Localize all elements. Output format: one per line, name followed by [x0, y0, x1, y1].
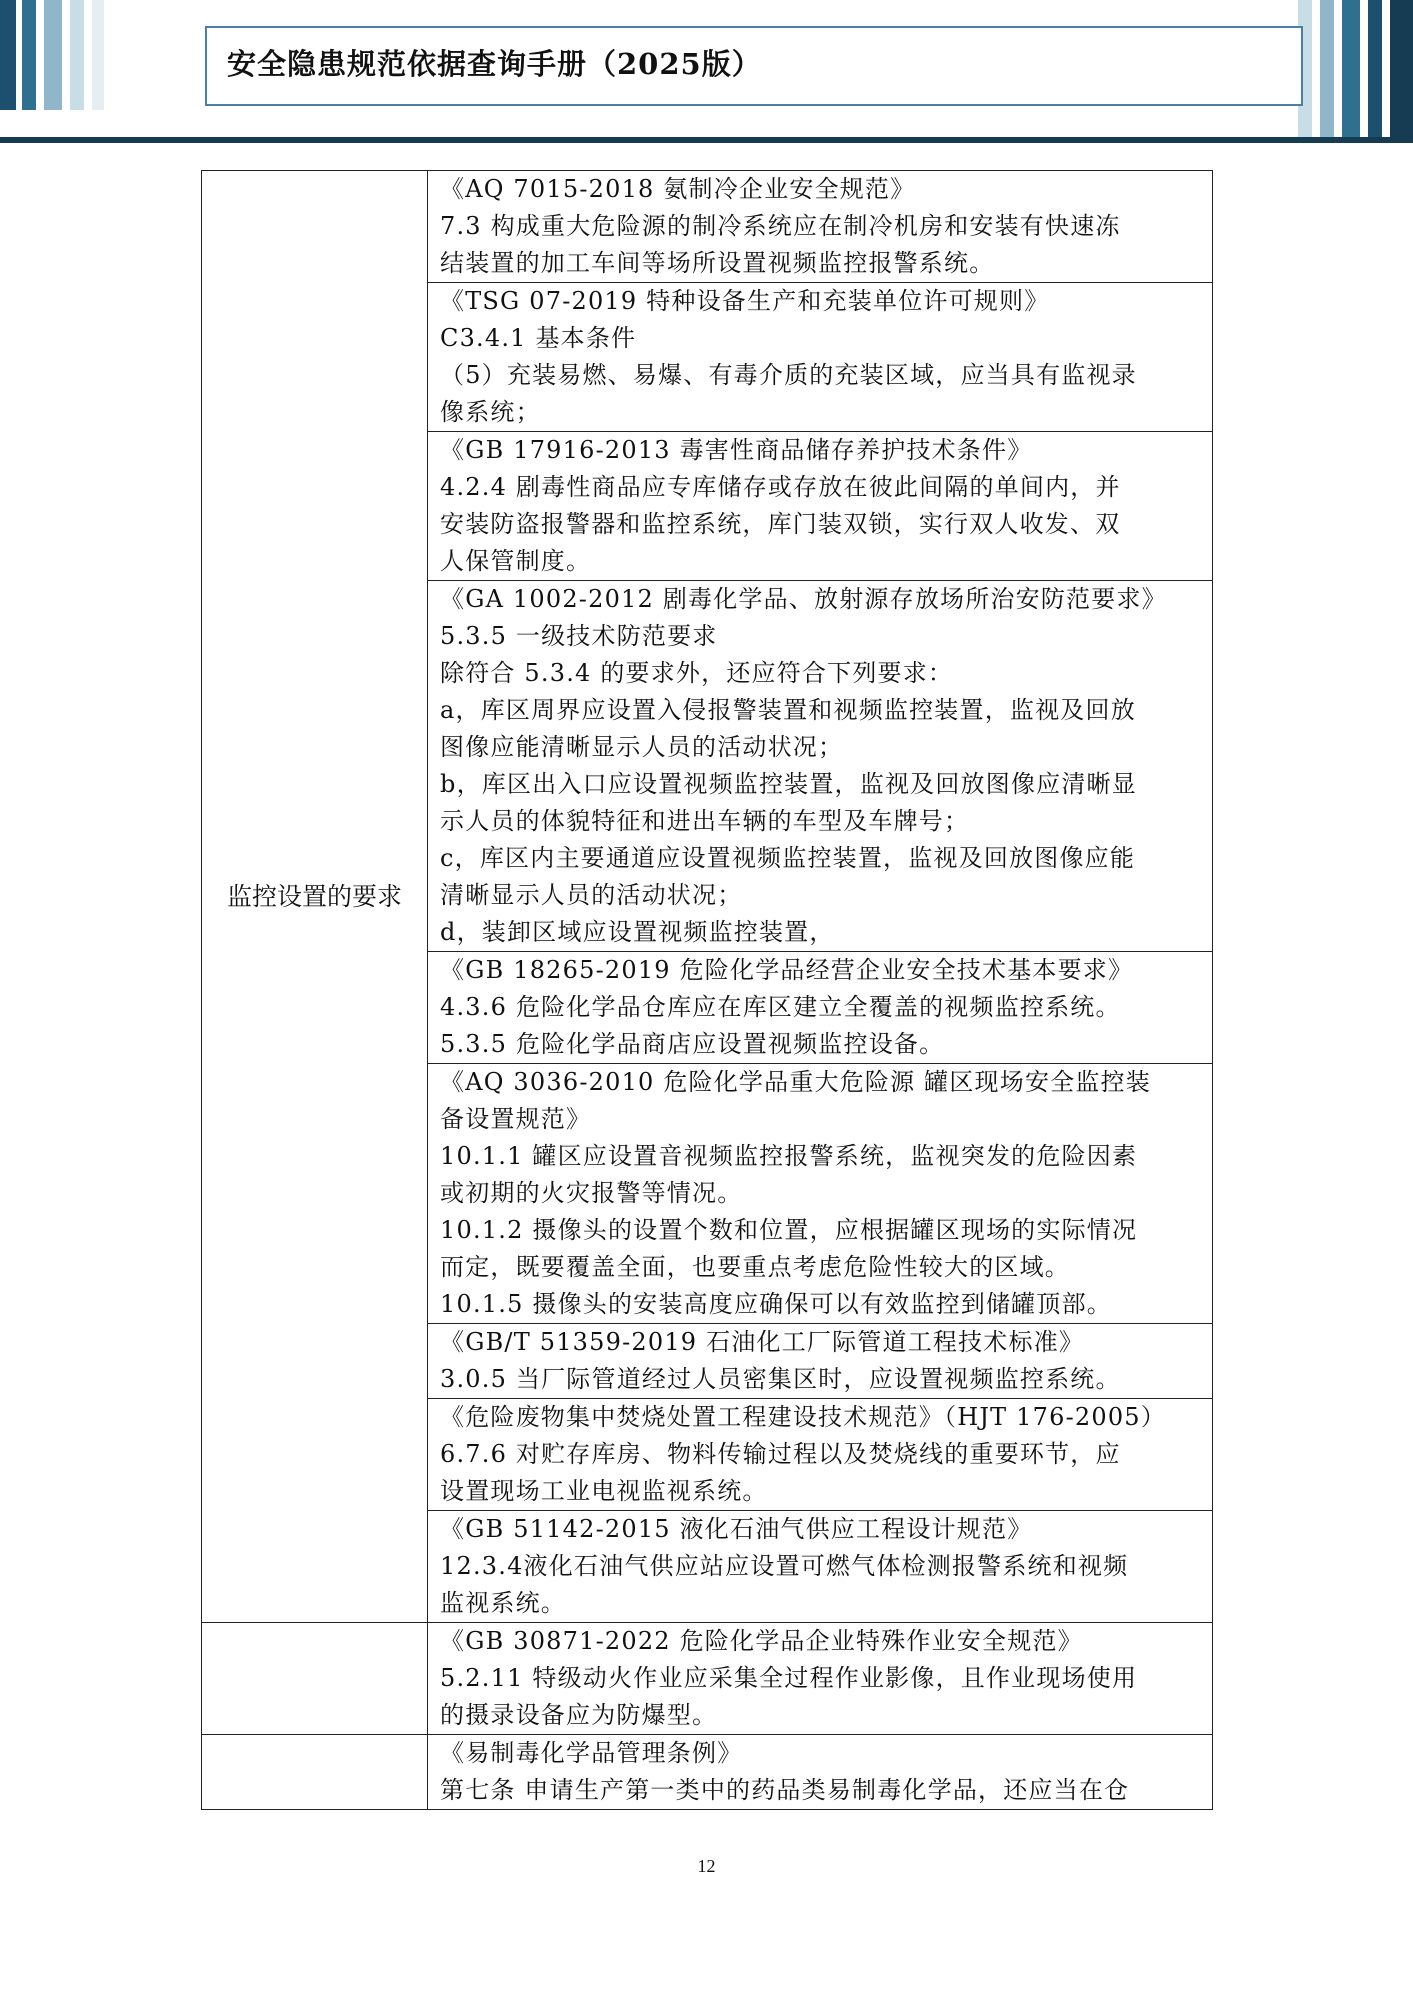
- regulation-text-line: 设置现场工业电视监视系统。: [440, 1477, 768, 1505]
- regulation-text-line: （5）充装易燃、易爆、有毒介质的充装区域，应当具有监视录: [440, 361, 1137, 389]
- header-decoration-right: [1298, 0, 1413, 140]
- regulation-text-line: 示人员的体貌特征和进出车辆的车型及车牌号；: [440, 807, 970, 835]
- regulation-text-line: a，库区周界应设置入侵报警装置和视频监控装置，监视及回放: [440, 696, 1136, 724]
- regulation-text-line: 5.2.11 特级动火作业应采集全过程作业影像，且作业现场使用: [440, 1664, 1138, 1692]
- regulation-text-line: 3.0.5 当厂际管道经过人员密集区时，应设置视频监控系统。: [440, 1365, 1121, 1393]
- regulation-text-line: 10.1.5 摄像头的安装高度应确保可以有效监控到储罐顶部。: [440, 1290, 1112, 1318]
- regulation-text-line: 图像应能清晰显示人员的活动状况；: [440, 733, 844, 761]
- regulation-text-line: 6.7.6 对贮存库房、物料传输过程以及焚烧线的重要环节，应: [440, 1440, 1121, 1468]
- category-cell: 监控设置的要求: [202, 171, 428, 1623]
- regulation-text-line: 10.1.1 罐区应设置音视频监控报警系统，监视突发的危险因素: [440, 1142, 1138, 1170]
- regulation-text-line: 12.3.4液化石油气供应站应设置可燃气体检测报警系统和视频: [440, 1552, 1129, 1580]
- regulation-title: 《GB 18265-2019 危险化学品经营企业安全技术基本要求》: [440, 956, 1134, 984]
- regulation-text-line: c，库区内主要通道应设置视频监控装置，监视及回放图像应能: [440, 844, 1136, 872]
- regulation-title: 《GB 51142-2015 液化石油气供应工程设计规范》: [440, 1515, 1033, 1543]
- header-decoration-left: [0, 0, 110, 110]
- regulation-cell: [428, 432, 1213, 581]
- regulation-table: [201, 170, 1213, 1810]
- regulation-title: 《易制毒化学品管理条例》: [440, 1739, 743, 1767]
- header-title-box: [205, 26, 1303, 106]
- regulation-text-line: 安装防盗报警器和监控系统，库门装双锁，实行双人收发、双: [440, 510, 1121, 538]
- regulation-text-line: 像系统；: [440, 398, 541, 426]
- category-cell: [202, 1735, 428, 1810]
- regulation-cell: [428, 1511, 1213, 1623]
- regulation-cell: [428, 1064, 1213, 1324]
- regulation-text-line: d，装卸区域应设置视频监控装置，: [440, 918, 835, 946]
- regulation-title: 《GB/T 51359-2019 石油化工厂际管道工程技术标准》: [440, 1328, 1085, 1356]
- regulation-text-line: 5.3.5 危险化学品商店应设置视频监控设备。: [440, 1030, 945, 1058]
- regulation-text-line: b，库区出入口应设置视频监控装置，监视及回放图像应清晰显: [440, 770, 1137, 798]
- regulation-text-line: 的摄录设备应为防爆型。: [440, 1701, 718, 1729]
- regulation-title: 《危险废物集中焚烧处置工程建设技术规范》（HJT 176-2005）: [440, 1403, 1166, 1431]
- regulation-title: 《AQ 7015-2018 氨制冷企业安全规范》: [440, 175, 916, 203]
- document-title: 安全隐患规范依据查询手册（2025版）: [227, 47, 762, 81]
- header-rule: [0, 137, 1413, 143]
- regulation-text-line: 第七条 申请生产第一类中的药品类易制毒化学品，还应当在仓: [440, 1776, 1130, 1804]
- regulation-title: 《AQ 3036-2010 危险化学品重大危险源 罐区现场安全监控装: [440, 1068, 1151, 1096]
- page-number: 12: [697, 1856, 716, 1876]
- regulation-title: 《TSG 07-2019 特种设备生产和充装单位许可规则》: [440, 287, 1050, 315]
- regulation-text-line: 清晰显示人员的活动状况；: [440, 881, 743, 909]
- regulation-text-line: 4.3.6 危险化学品仓库应在库区建立全覆盖的视频监控系统。: [440, 993, 1121, 1021]
- regulation-text-line: 4.2.4 剧毒性商品应专库储存或存放在彼此间隔的单间内，并: [440, 473, 1121, 501]
- regulation-text-line: 5.3.5 一级技术防范要求: [440, 622, 718, 650]
- regulation-title: 《GB 17916-2013 毒害性商品储存养护技术条件》: [440, 436, 1033, 464]
- regulation-text-line: 或初期的火灾报警等情况。: [440, 1179, 743, 1207]
- table-row: [202, 171, 1213, 283]
- table-row: [202, 1623, 1213, 1735]
- regulation-text-line: 结装置的加工车间等场所设置视频监控报警系统。: [440, 249, 995, 277]
- regulation-text-line: 监视系统。: [440, 1589, 566, 1617]
- regulation-text-line: 备设置规范》: [440, 1105, 592, 1133]
- regulation-text-line: 10.1.2 摄像头的设置个数和位置，应根据罐区现场的实际情况: [440, 1216, 1138, 1244]
- regulation-cell: [428, 581, 1213, 952]
- regulation-title: 《GA 1002-2012 剧毒化学品、放射源存放场所治安防范要求》: [440, 585, 1167, 613]
- regulation-text-line: 人保管制度。: [440, 547, 592, 575]
- regulation-cell: [428, 1324, 1213, 1399]
- regulation-text-line: C3.4.1 基本条件: [440, 324, 637, 352]
- regulation-text-line: 7.3 构成重大危险源的制冷系统应在制冷机房和安装有快速冻: [440, 212, 1121, 240]
- regulation-cell: [428, 1735, 1213, 1810]
- regulation-cell: [428, 1623, 1213, 1735]
- category-cell: [202, 1623, 428, 1735]
- regulation-title: 《GB 30871-2022 危险化学品企业特殊作业安全规范》: [440, 1627, 1083, 1655]
- regulation-cell: [428, 171, 1213, 283]
- regulation-cell: [428, 952, 1213, 1064]
- regulation-cell: [428, 1399, 1213, 1511]
- table-row: [202, 1735, 1213, 1810]
- regulation-cell: [428, 283, 1213, 432]
- regulation-text-line: 除符合 5.3.4 的要求外，还应符合下列要求：: [440, 659, 954, 687]
- regulation-text-line: 而定，既要覆盖全面，也要重点考虑危险性较大的区域。: [440, 1253, 1070, 1281]
